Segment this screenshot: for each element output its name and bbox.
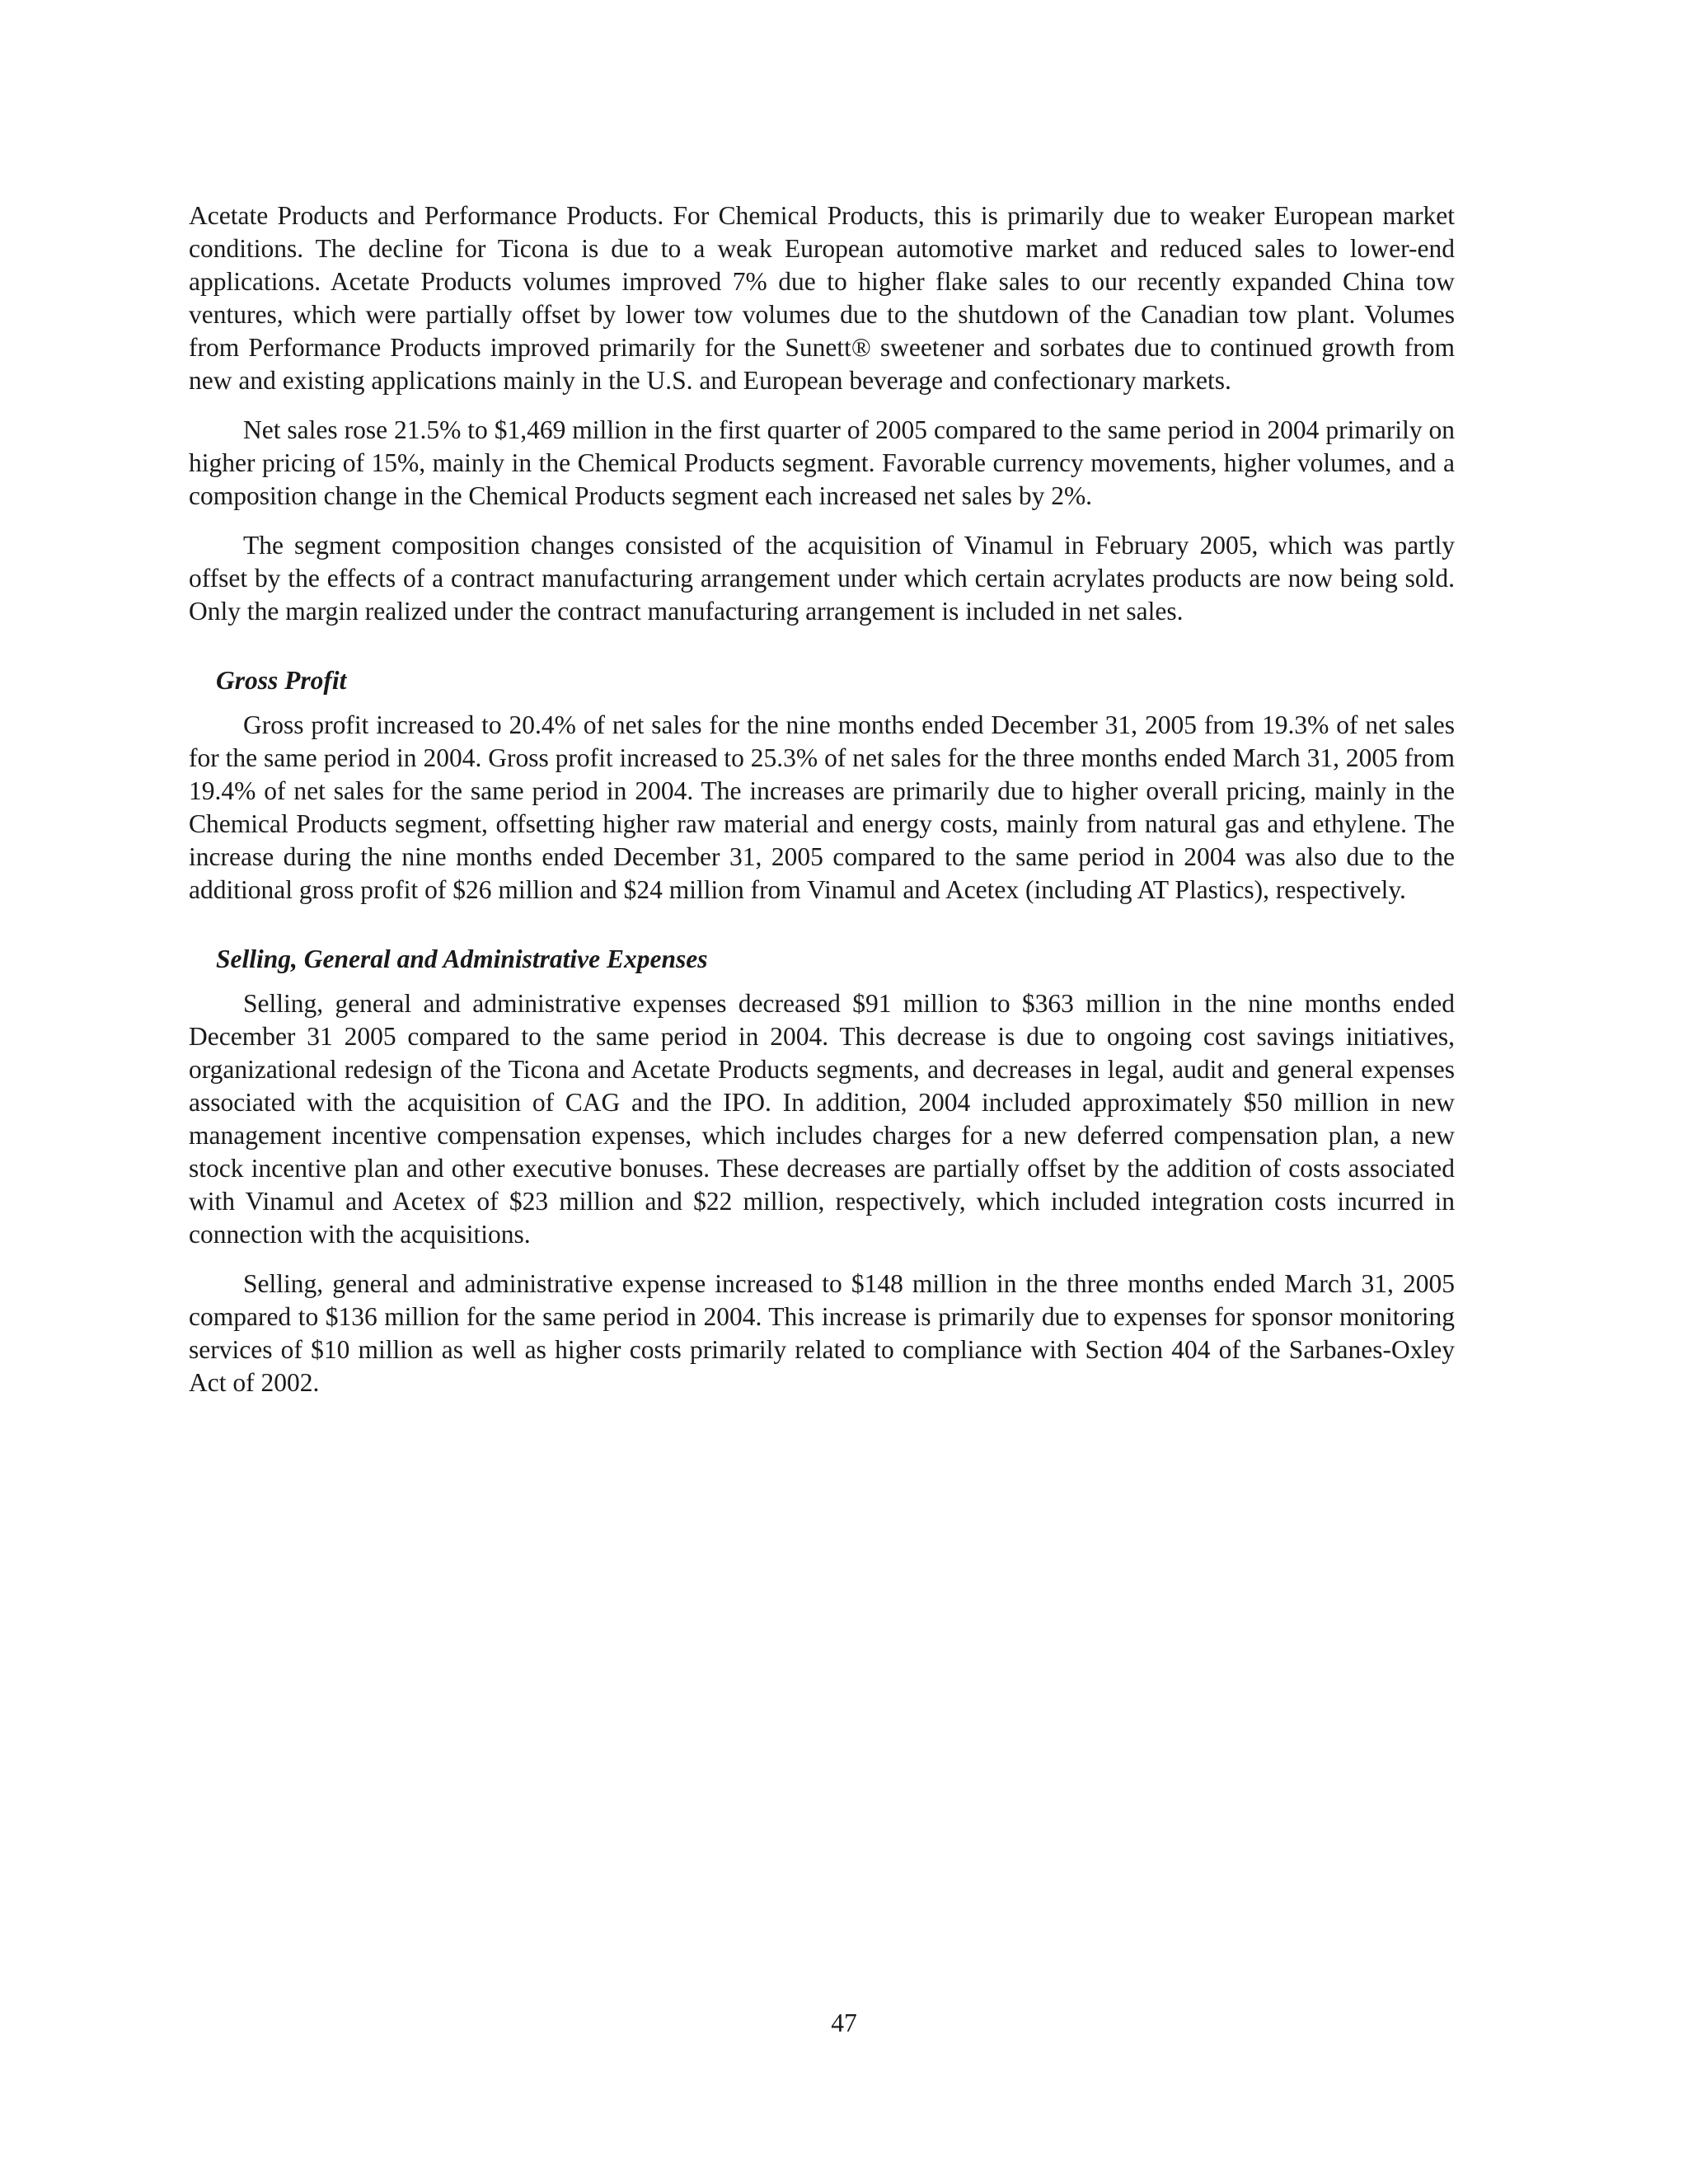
heading-sga-expenses: Selling, General and Administrative Expenses (216, 944, 708, 973)
paragraph-segment-volumes: Acetate Products and Performance Products. For Chemical Products, this is primarily due to weaker European market conditions. The decline for Ticona is due to a weak European automotive market and reduced sales to lower-end applications. Acetate Products volumes improved 7% due to higher flake sales to our recently expanded China tow ventures, which were partially offset by lower tow volumes due to the shutdown of the Canadian tow plant. Volumes from Performance Products improved primarily for the Sunett® sweetener and sorbates due to continued growth from new and existing applications mainly in the U.S. and European beverage and confectionary markets. (189, 201, 1455, 395)
paragraph-segment-composition: The segment composition changes consisted of the acquisition of Vinamul in February 2005, which was partly offset by the effects of a contract manufacturing arrangement under which certain acrylates products are now being sold. Only the margin realized under the contract manufacturing arrangement is included in net sales. (189, 531, 1455, 626)
document-page (189, 199, 1455, 1416)
paragraph-net-sales-first-quarter: Net sales rose 21.5% to $1,469 million in the first quarter of 2005 compared to the same period in 2004 primarily on higher pricing of 15%, mainly in the Chemical Products segment. Favorable currency movements, higher volumes, and a composition change in the Chemical Products segment each increased net sales by 2%. (189, 415, 1455, 510)
heading-gross-profit: Gross Profit (216, 666, 347, 695)
paragraph-gross-profit: Gross profit increased to 20.4% of net sales for the nine months ended December 31, 2005 from 19.3% of net sales for the same period in 2004. Gross profit increased to 25.3% of net sales for the three months ended March 31, 2005 from 19.4% of net sales for the same period in 2004. The increases are primarily due to higher overall pricing, mainly in the Chemical Products segment, offsetting higher raw material and energy costs, mainly from natural gas and ethylene. The increase during the nine months ended December 31, 2005 compared to the same period in 2004 was also due to the additional gross profit of $26 million and $24 million from Vinamul and Acetex (including AT Plastics), respectively. (189, 710, 1455, 904)
paragraph-sga-three-months: Selling, general and administrative expense increased to $148 million in the three months ended March 31, 2005 compared to $136 million for the same period in 2004. This increase is primarily due to expenses for sponsor monitoring services of $10 million as well as higher costs primarily related to compliance with Section 404 of the Sarbanes-Oxley Act of 2002. (189, 1269, 1455, 1397)
page-number: 47 (831, 2008, 857, 2037)
paragraph-sga-nine-months: Selling, general and administrative expenses decreased $91 million to $363 million in the nine months ended December 31 2005 compared to the same period in 2004. This decrease is due to ongoing cost savings initiatives, organizational redesign of the Ticona and Acetate Products segments, and decreases in legal, audit and general expenses associated with the acquisition of CAG and the IPO. In addition, 2004 included approximately $50 million in new management incentive compensation expenses, which includes charges for a new deferred compensation plan, a new stock incentive plan and other executive bonuses. These decreases are partially offset by the addition of costs associated with Vinamul and Acetex of $23 million and $22 million, respectively, which included integration costs incurred in connection with the acquisitions. (189, 989, 1455, 1249)
